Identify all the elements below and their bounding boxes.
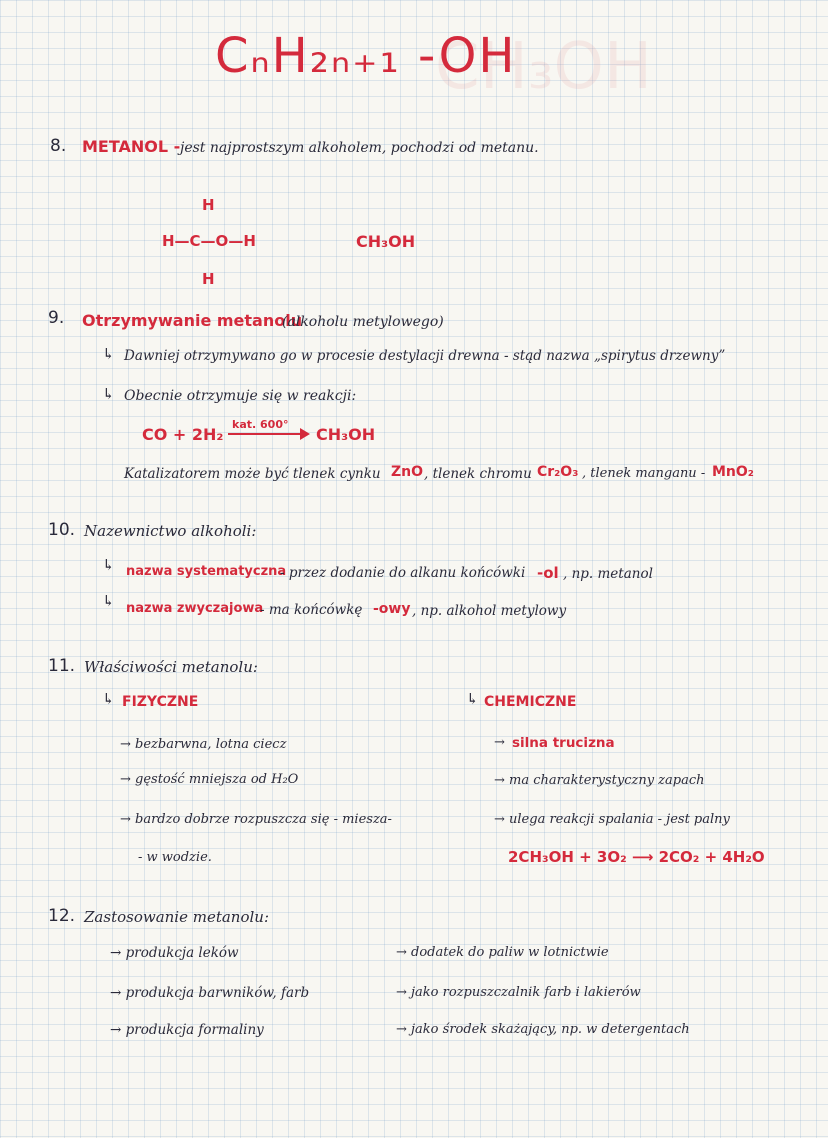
physical-item: → bardzo dobrze rozpuszcza się - miesza- <box>120 812 392 827</box>
methanol-formula: CH₃OH <box>356 232 416 251</box>
common-name-text: - ma końcówkę <box>260 602 363 618</box>
catalyst-text-3: , tlenek manganu - <box>582 466 706 481</box>
reaction-arrow <box>228 433 304 435</box>
bleed-through-text: CH₃OH <box>435 30 652 104</box>
chemical-label: CHEMICZNE <box>484 694 577 710</box>
physical-item: - w wodzie. <box>138 850 212 865</box>
catalyst-zno: ZnO <box>391 464 424 480</box>
systematic-example: , np. metanol <box>563 566 653 582</box>
section-9-title-note: (alkoholu metylowego) <box>282 314 444 330</box>
systematic-name-label: nazwa systematyczna <box>126 564 287 579</box>
arrow-icon: ↳ <box>102 690 115 708</box>
section-9-line-1: Dawniej otrzymywano go w procesie destylacji drewna - stąd nazwa „spirytus drzewny” <box>124 348 726 364</box>
chemical-item: → ma charakterystyczny zapach <box>494 773 705 788</box>
section-9-number: 9. <box>48 308 65 328</box>
application-item: → produkcja leków <box>110 945 239 961</box>
catalyst-mno2: MnO₂ <box>712 464 754 480</box>
catalyst-text-2: , tlenek chromu <box>424 466 532 482</box>
section-11-title: Właściwości metanolu: <box>84 658 258 676</box>
reaction-product: CH₃OH <box>316 425 376 444</box>
application-item: → jako rozpuszczalnik farb i lakierów <box>396 985 641 1000</box>
section-12-title: Zastosowanie metanolu: <box>84 908 270 926</box>
section-9-line-2: Obecnie otrzymuje się w reakcji: <box>124 388 357 404</box>
structural-formula-bottom-h: H <box>202 270 215 288</box>
arrow-icon: ↳ <box>102 345 115 363</box>
reaction-reactants: CO + 2H₂ <box>142 425 224 444</box>
physical-item: → gęstość mniejsza od H₂O <box>120 772 299 787</box>
physical-label: FIZYCZNE <box>122 694 199 710</box>
section-11-number: 11. <box>48 656 76 676</box>
arrow-icon: ↳ <box>102 592 115 610</box>
physical-item: → bezbarwna, lotna ciecz <box>120 737 287 752</box>
combustion-equation: 2CH₃OH + 3O₂ ⟶ 2CO₂ + 4H₂O <box>508 848 765 866</box>
application-item: → jako środek skażający, np. w detergentach <box>396 1022 690 1037</box>
catalyst-text: Katalizatorem może być tlenek cynku <box>124 466 381 482</box>
arrow-icon: → <box>494 735 505 750</box>
common-suffix: -owy <box>373 601 411 617</box>
arrow-icon: ↳ <box>102 385 115 403</box>
section-9-title: Otrzymywanie metanolu <box>82 311 303 330</box>
structural-formula-middle: H—C—O—H <box>162 232 256 250</box>
chemical-item-poison: silna trucizna <box>512 735 615 751</box>
application-item: → dodatek do paliw w lotnictwie <box>396 945 609 960</box>
chemical-item: → ulega reakcji spalania - jest palny <box>494 812 730 827</box>
section-8-number: 8. <box>50 136 67 156</box>
reaction-condition: kat. 600° <box>232 418 289 431</box>
application-item: → produkcja barwników, farb <box>110 985 310 1001</box>
common-example: , np. alkohol metylowy <box>412 603 567 619</box>
systematic-suffix: -ol <box>537 564 559 582</box>
structural-formula-top-h: H <box>202 196 215 214</box>
systematic-name-text: - przez dodanie do alkanu końcówki <box>280 565 526 581</box>
catalyst-cr2o3: Cr₂O₃ <box>537 464 579 480</box>
section-8-term: METANOL - <box>82 137 181 156</box>
arrow-icon: ↳ <box>466 690 479 708</box>
common-name-label: nazwa zwyczajowa <box>126 601 264 616</box>
application-item: → produkcja formaliny <box>110 1022 264 1038</box>
section-12-number: 12. <box>48 906 76 926</box>
arrow-icon: ↳ <box>102 556 115 574</box>
section-10-title: Nazewnictwo alkoholi: <box>84 522 257 540</box>
section-8-text: jest najprostszym alkoholem, pochodzi od metanu. <box>180 140 539 156</box>
section-10-number: 10. <box>48 520 76 540</box>
reaction-arrow-head <box>300 428 310 440</box>
page-title: CₙH₂ₙ₊₁ -OH <box>215 28 517 84</box>
